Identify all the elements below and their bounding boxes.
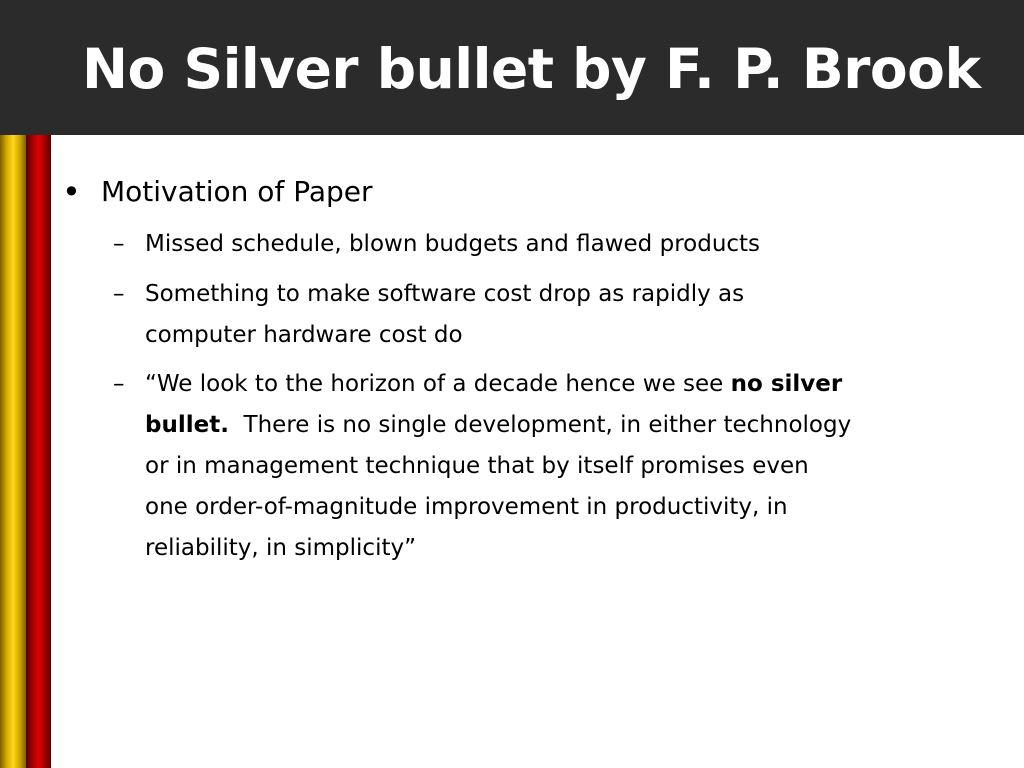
- subitem-text: [145, 274, 985, 356]
- quote-line-1: [145, 364, 985, 405]
- dash-icon: –: [113, 231, 125, 257]
- slide-title: No Silver bullet by F. P. Brook: [82, 37, 981, 101]
- quote-text-normal: There is no single development, in either technology: [228, 412, 852, 438]
- quote-line-4: one order-of-magnitude improvement in productivity, in: [145, 494, 788, 520]
- quote-text-normal: “We look to the horizon of a decade hence we see: [145, 371, 731, 397]
- quote-line-3: or in management technique that by itself promises even: [145, 453, 809, 479]
- dash-icon: –: [113, 281, 125, 307]
- quote-line-2: [145, 405, 985, 446]
- dash-icon: –: [113, 371, 125, 397]
- subitem-text: Missed schedule, blown budgets and flawed products: [145, 231, 761, 257]
- bullet-icon: •: [62, 173, 81, 211]
- quote-text: [145, 364, 985, 569]
- subitem-line: Something to make software cost drop as rapidly as: [145, 281, 745, 307]
- subitem-line: computer hardware cost do: [145, 322, 463, 348]
- bullet-motivation: Motivation of Paper: [101, 175, 373, 208]
- quote-emphasis: no silver: [730, 371, 843, 397]
- quote-line-5: reliability, in simplicity”: [145, 535, 417, 561]
- quote-emphasis: bullet.: [145, 412, 229, 438]
